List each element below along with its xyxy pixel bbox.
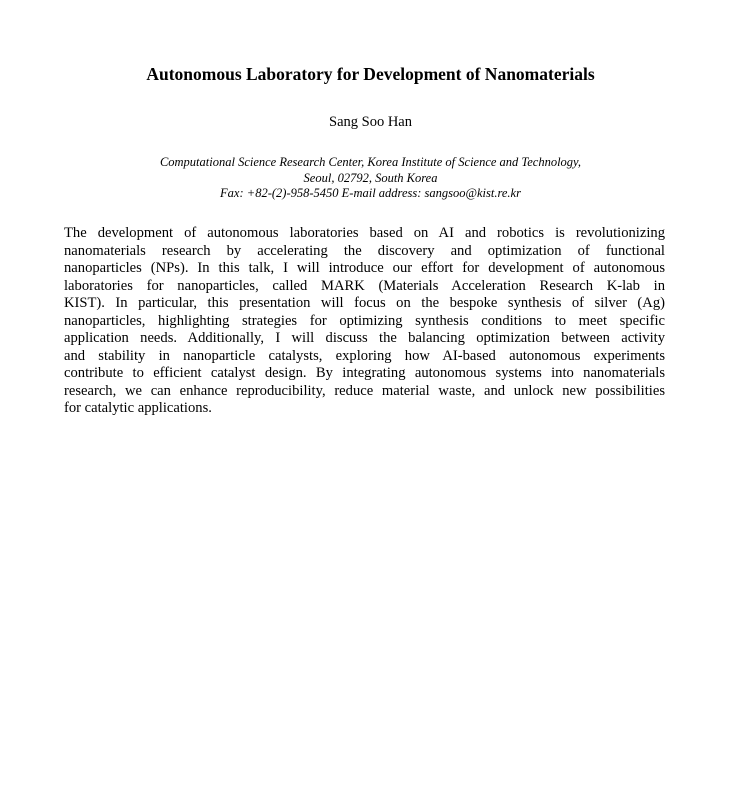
abstract-line: research, we can enhance reproducibility, reduce material waste, and unlock new possibilities [64, 382, 665, 399]
abstract-line: KIST). In particular, this presentation will focus on the bespoke synthesis of silver (Ag) [64, 295, 665, 311]
abstract-line: application needs. Additionally, I will discuss the balancing optimization between activity [64, 330, 665, 346]
affiliation-line: Computational Science Research Center, Korea Institute of Science and Technology, [159, 155, 582, 169]
abstract-line: The development of autonomous laboratories based on AI and robotics is revolutionizing [64, 225, 665, 241]
abstract-line: laboratories for nanoparticles, called MARK (Materials Acceleration Research K-lab in [64, 277, 665, 294]
abstract-line: and stability in nanoparticle catalysts, exploring how AI-based autonomous experiments [64, 347, 665, 364]
abstract-line: nanomaterials research by accelerating the discovery and optimization of functional [64, 242, 665, 259]
abstract-line: for catalytic applications. [64, 400, 212, 416]
affiliation-line: Seoul, 02792, South Korea [303, 170, 438, 185]
abstract-line: contribute to efficient catalyst design. By integrating autonomous systems into nanomaterials [64, 365, 665, 381]
author-name: Sang Soo Han [329, 114, 412, 130]
abstract-line: nanoparticles (NPs). In this talk, I will introduce our effort for development of autonomous [64, 260, 665, 276]
contact-line: Fax: +82-(2)-958-5450 E-mail address: sangsoo@kist.re.kr [220, 186, 521, 200]
abstract [64, 225, 665, 418]
abstract-line: nanoparticles, highlighting strategies for optimizing synthesis conditions to meet specific [64, 312, 665, 329]
affiliation [0, 155, 741, 202]
page-title: Autonomous Laboratory for Development of Nanomaterials [146, 64, 595, 84]
